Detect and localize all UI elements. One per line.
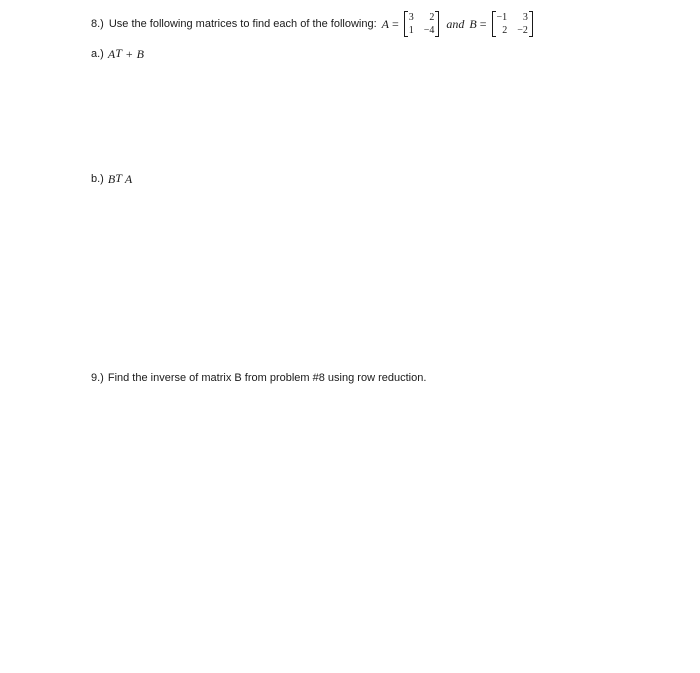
matrix-b-equals: = [479, 16, 487, 31]
problem-8-number: 8.) [91, 18, 104, 30]
part-b-base1: B [107, 171, 116, 186]
part-b: b.) B $^T$ A [91, 171, 133, 186]
matrix-a-name: A [381, 16, 389, 31]
problem-9-statement [91, 370, 426, 386]
part-a-base1: A [107, 46, 116, 61]
matrix-b-r2c2: −2 [517, 25, 528, 36]
matrix-a-r2c2: −4 [423, 25, 435, 36]
matrix-a-r1c2: 2 [429, 12, 435, 23]
matrix-a-equals: = [392, 16, 399, 31]
and-word: and [446, 16, 465, 31]
matrix-b-r2c1: 2 [502, 25, 508, 36]
part-a-label: a.) [91, 48, 104, 60]
matrix-b [492, 11, 533, 37]
matrix-b-name: B [469, 16, 477, 31]
matrix-a-right-bracket [435, 11, 439, 37]
part-a-plus: + [125, 46, 133, 61]
matrix-a-r1c1: 3 [408, 12, 414, 23]
matrix-a [404, 11, 440, 37]
part-b-label: b.) [91, 173, 104, 185]
part-a: a.) A $^T$ + B [91, 46, 144, 61]
matrix-a-r2c1: 1 [408, 25, 414, 36]
problem-9-number: 9.) [91, 372, 104, 384]
problem-8-statement [91, 10, 535, 38]
problem-9-text: Find the inverse of matrix B from problem #8 using row reduction. [107, 372, 427, 384]
matrix-b-r1c1: −1 [496, 12, 508, 23]
part-b-base2: A [124, 171, 133, 186]
problem-8-instruction: Use the following matrices to find each of the following: [108, 18, 377, 30]
matrix-b-right-bracket [529, 11, 533, 37]
part-a-base2: B [136, 46, 144, 61]
matrix-b-r1c2: 3 [522, 12, 528, 23]
